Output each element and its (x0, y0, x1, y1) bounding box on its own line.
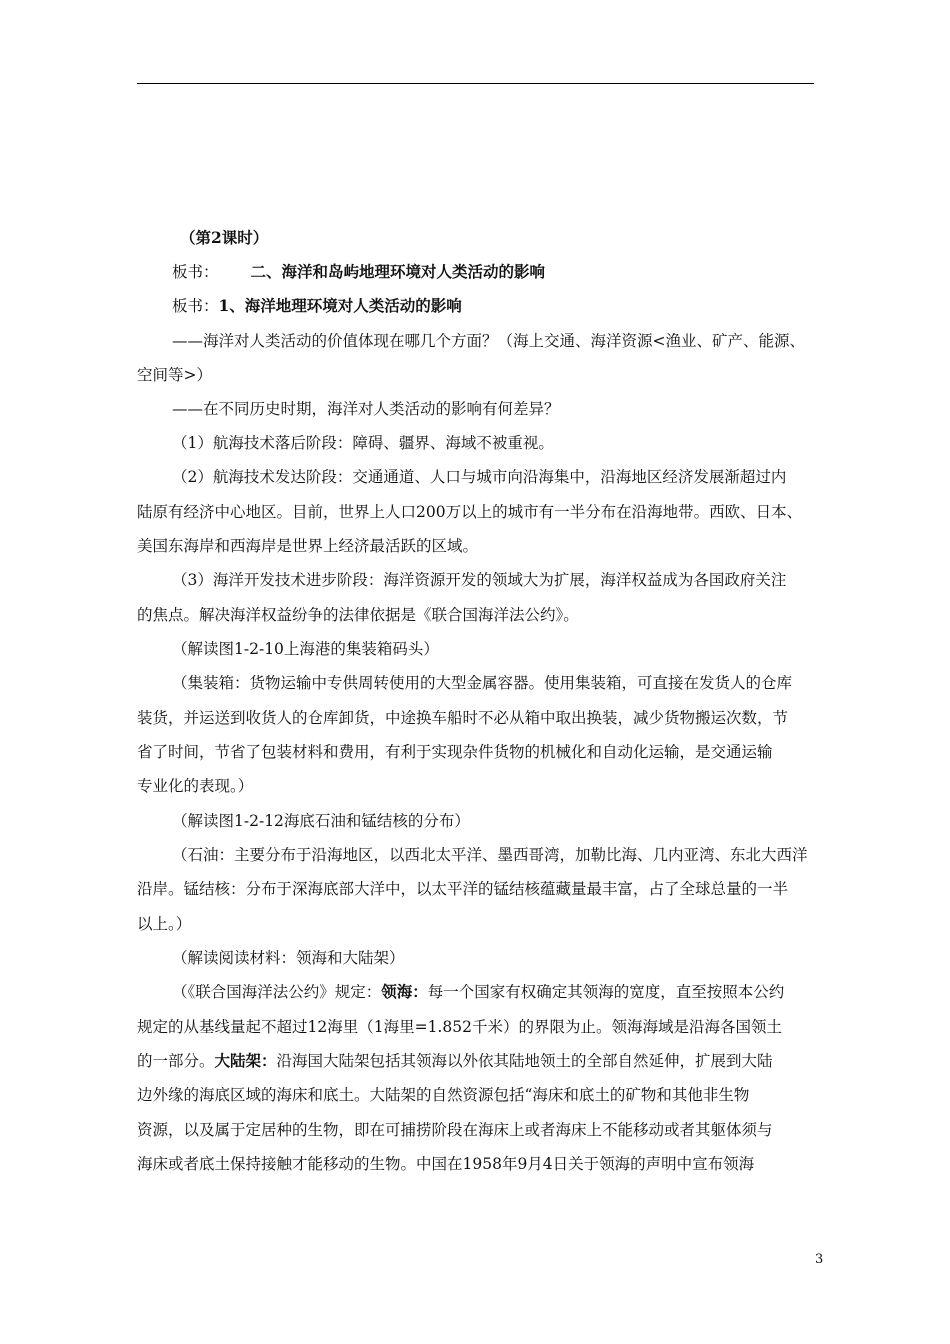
law-text: 的一部分。 (137, 1052, 215, 1070)
board-title: 1、海洋地理环境对人类活动的影响 (218, 296, 462, 315)
law-intro: （《联合国海洋法公约》规定： (172, 983, 382, 1001)
reading-caption: （解读阅读材料：领海和大陆架） (172, 949, 405, 967)
law-text: 每一个国家有权确定其领海的宽度，直至按照本公约 (427, 983, 785, 1001)
stage-1: （1）航海技术落后阶段：障碍、疆界、海域不被重视。 (172, 434, 554, 452)
law-text: 沿海国大陆架包括其领海以外依其陆地领土的全部自然延伸，扩展到大陆 (276, 1052, 773, 1070)
container-line-4: 专业化的表现。） (137, 777, 254, 795)
law-line-4: 边外缘的海底区域的海床和底土。大陆架的自然资源包括“海床和底土的矿物和其他非生物 (137, 1086, 750, 1104)
stage-2-line-1: （2）航海技术发达阶段：交通通道、人口与城市向沿海集中，沿海地区经济发展渐超过内 (172, 468, 787, 486)
oil-line-2: 沿岸。锰结核：分布于深海底部大洋中，以太平洋的锰结核蕴藏量最丰富，占了全球总量的一半 (137, 880, 789, 898)
law-line-1 (172, 982, 784, 1002)
oil-line-1: （石油：主要分布于沿海地区，以西北太平洋、墨西哥湾，加勒比海、几内亚湾、东北大西洋 (172, 846, 808, 864)
figure-caption-1: （解读图1-2-10上海港的集装箱码头） (172, 640, 439, 658)
board-heading-2 (172, 296, 462, 316)
container-line-3: 省了时间，节省了包装材料和费用，有利于实现杂件货物的机械化和自动化运输，是交通运输 (137, 743, 773, 761)
question-1-line-1: ——海洋对人类活动的价值体现在哪几个方面？（海上交通、海洋资源<渔业、矿产、能源、 (172, 332, 805, 350)
board-heading-1 (172, 262, 545, 282)
question-2: ——在不同历史时期，海洋对人类活动的影响有何差异？ (172, 400, 560, 418)
stage-3-line-2: 的焦点。解决海洋权益纷争的法律依据是《联合国海洋法公约》。 (137, 606, 579, 624)
container-line-1: （集装箱：货物运输中专供周转使用的大型金属容器。使用集装箱，可直接在发货人的仓库 (172, 674, 793, 692)
stage-2-line-2: 陆原有经济中心地区。目前，世界上人口200万以上的城市有一半分布在沿海地带。西欧、日本、 (137, 503, 803, 521)
continental-shelf-term: 大陆架： (214, 1051, 277, 1070)
container-line-2: 装货，并运送到收货人的仓库卸货，中途换车船时不必从箱中取出换装，减少货物搬运次数，节 (137, 709, 789, 727)
law-line-2: 规定的从基线量起不超过12海里（1海里=1.852千米）的界限为止。领海海域是沿海各国领土 (137, 1018, 782, 1036)
territorial-sea-term: 领海： (381, 982, 428, 1001)
board-title: 二、海洋和岛屿地理环境对人类活动的影响 (250, 262, 546, 281)
figure-caption-2: （解读图1-2-12海底石油和锰结核的分布） (172, 812, 470, 830)
law-line-3 (137, 1051, 773, 1071)
oil-line-3: 以上。） (137, 915, 192, 933)
board-prefix: 板书： (172, 263, 219, 281)
board-prefix: 板书： (172, 297, 219, 315)
law-line-5: 资源，以及属于定居种的生物，即在可捕捞阶段在海床上或者海床上不能移动或者其躯体须与 (137, 1121, 773, 1139)
page-number: 3 (815, 1252, 824, 1267)
law-line-6: 海床或者底土保持接触才能移动的生物。中国在1958年9月4日关于领海的声明中宣布领海 (137, 1155, 755, 1173)
header-rule (137, 83, 814, 84)
lesson-label: （第2课时） (180, 228, 269, 247)
stage-3-line-1: （3）海洋开发技术进步阶段：海洋资源开发的领域大为扩展，海洋权益成为各国政府关注 (172, 571, 787, 589)
question-1-line-2: 空间等>） (137, 366, 212, 384)
stage-2-line-3: 美国东海岸和西海岸是世界上经济最活跃的区域。 (137, 537, 479, 555)
